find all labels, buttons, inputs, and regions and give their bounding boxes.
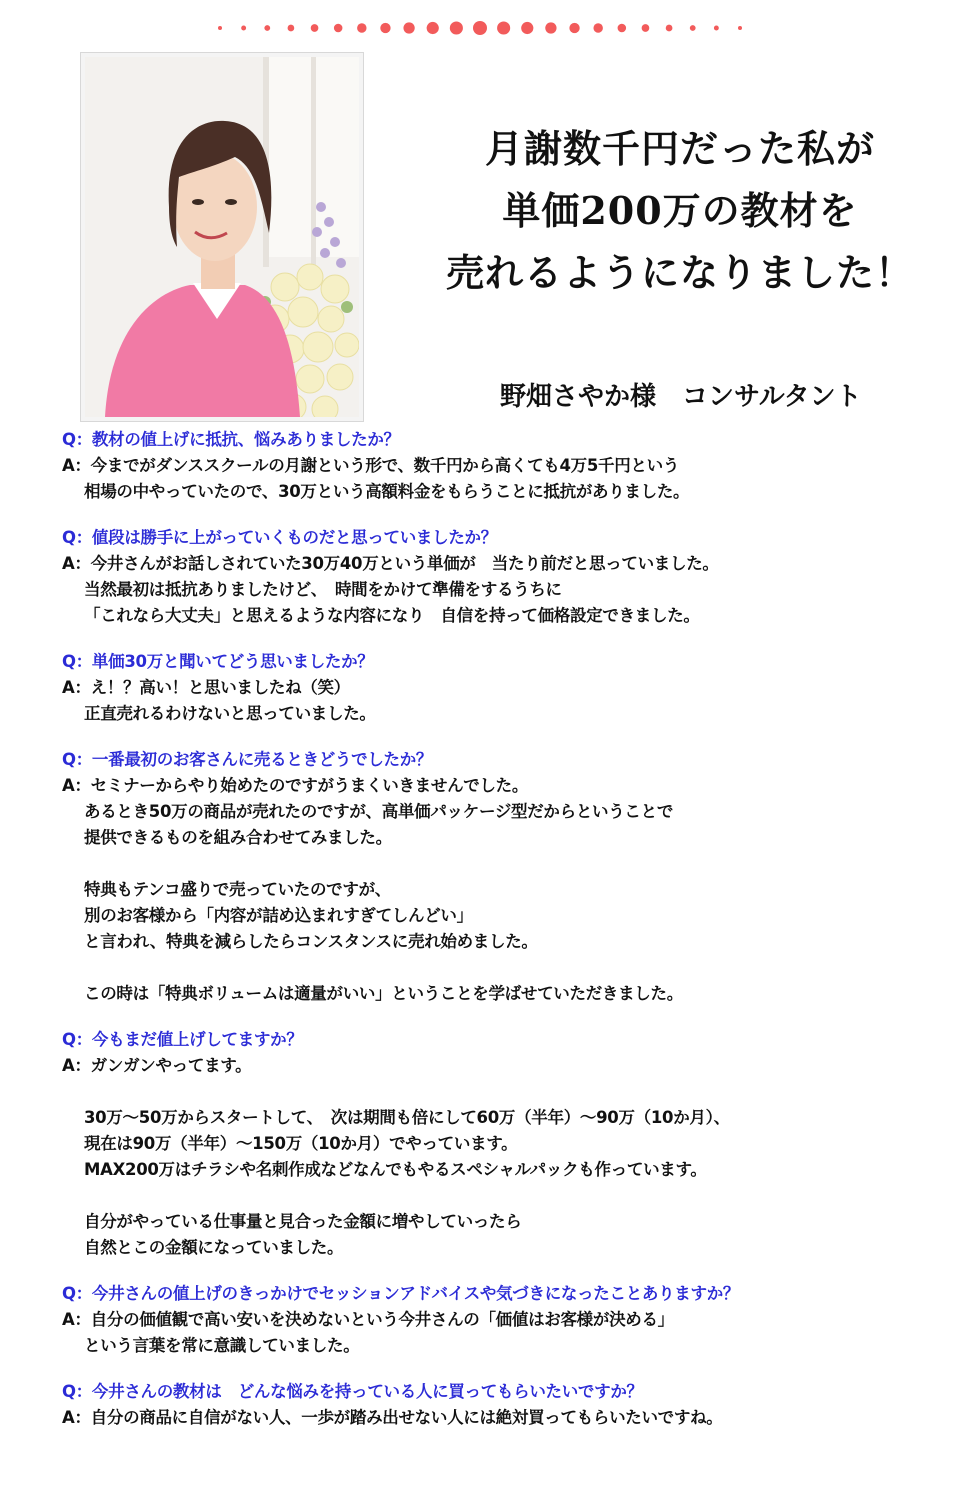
headline-line-1: 月謝数千円だった私が <box>484 126 875 171</box>
answer-line: 「これなら大丈夫」と思えるような内容になり 自信を持って価格設定できました。 <box>84 606 700 625</box>
divider-dot <box>241 26 246 31</box>
answer-line: あるとき50万の商品が売れたのですが、高単価パッケージ型だからということで <box>84 802 674 821</box>
question: Q：今井さんの教材は どんな悩みを持っている人に買ってもらいたいですか？ <box>62 1382 643 1401</box>
answer-line: 相場の中やっていたので、30万という高額料金をもらうことに抵抗がありました。 <box>84 482 690 501</box>
question: Q：単価30万と聞いてどう思いましたか？ <box>62 652 374 671</box>
qa-block <box>62 649 942 727</box>
divider-dot <box>642 24 650 32</box>
qa-block <box>62 747 942 1007</box>
answer-line: A：今までがダンススクールの月謝という形で、数千円から高くても4万5千円という <box>62 456 680 475</box>
answer-line: A：セミナーからやり始めたのですがうまくいきませんでした。 <box>62 776 529 795</box>
answer-line: 提供できるものを組み合わせてみました。 <box>84 828 392 847</box>
divider-dot <box>427 22 439 34</box>
divider-dot <box>666 25 673 32</box>
divider-dot <box>521 22 533 34</box>
answer <box>62 1307 942 1359</box>
answer-line: A：ガンガンやってます。 <box>62 1056 252 1075</box>
headline-line-3: 売れるようになりました！ <box>445 250 914 295</box>
answer <box>62 453 942 505</box>
divider-dot <box>473 21 487 35</box>
answer-line: A：自分の商品に自信がない人、一歩が踏み出せない人には絶対買ってもらいたいですね。 <box>62 1408 723 1427</box>
qa-section <box>62 427 942 1451</box>
qa-block <box>62 1379 942 1431</box>
answer-line: A：今井さんがお話しされていた30万40万という単価が 当たり前だと思っていました。 <box>62 554 719 573</box>
divider-dot <box>380 23 390 33</box>
divider-dot <box>593 23 602 32</box>
question: Q：今井さんの値上げのきっかけでセッションアドバイスや気づきになったことありますか？ <box>62 1284 740 1303</box>
answer <box>62 773 942 1007</box>
qa-block <box>62 427 942 505</box>
answer-line: MAX200万はチラシや名刺作成などなんでもやるスペシャルパックも作っています。 <box>84 1160 707 1179</box>
divider-dot <box>218 26 222 30</box>
divider-dot <box>311 24 319 32</box>
divider-dot <box>618 24 627 33</box>
answer-line: と言われ、特典を減らしたらコンスタンスに売れ始めました。 <box>84 932 538 951</box>
divider-dot <box>569 23 579 33</box>
decorative-dot-divider <box>210 18 750 38</box>
answer <box>62 1053 942 1261</box>
divider-dot <box>450 21 463 34</box>
answer-line: 特典もテンコ盛りで売っていたのですが、 <box>84 880 391 899</box>
divider-dot <box>334 24 343 33</box>
answer-line: 現在は90万（半年）～150万（10か月）でやっています。 <box>84 1134 518 1153</box>
answer-line: 自然とこの金額になっていました。 <box>84 1238 344 1257</box>
headline <box>420 118 940 304</box>
question: Q：今もまだ値上げしてますか？ <box>62 1030 303 1049</box>
divider-dot <box>264 25 270 31</box>
answer <box>62 1405 942 1431</box>
answer-spacer <box>62 851 942 877</box>
answer-spacer <box>62 1183 942 1209</box>
answer-spacer <box>62 955 942 981</box>
divider-dot <box>403 22 414 33</box>
answer-line: この時は「特典ボリュームは適量がいい」ということを学ばせていただきました。 <box>84 984 683 1003</box>
question: Q：教材の値上げに抵抗、悩みありましたか？ <box>62 430 400 449</box>
answer-line: 別のお客様から「内容が詰め込まれすぎてしんどい」 <box>84 906 473 925</box>
headline-line-2: 単価200万の教材を <box>502 188 858 233</box>
portrait-photo-icon <box>85 57 359 417</box>
answer-line: 正直売れるわけないと思っていました。 <box>84 704 376 723</box>
divider-dot <box>357 23 366 32</box>
portrait-photo <box>80 52 364 422</box>
divider-dot <box>738 26 742 30</box>
answer-spacer <box>62 1079 942 1105</box>
answer-line: 当然最初は抵抗ありましたけど、 時間をかけて準備をするうちに <box>84 580 562 599</box>
qa-block <box>62 1281 942 1359</box>
divider-dot <box>288 25 295 32</box>
answer-line: という言葉を常に意識していました。 <box>84 1336 360 1355</box>
answer-line: A：自分の価値観で高い安いを決めないという今井さんの「価値はお客様が決める」 <box>62 1310 674 1329</box>
answer-line: 自分がやっている仕事量と見合った金額に増やしていったら <box>84 1212 522 1231</box>
qa-block <box>62 1027 942 1261</box>
question: Q：一番最初のお客さんに売るときどうでしたか？ <box>62 750 433 769</box>
divider-dot <box>690 25 696 31</box>
divider-dot <box>545 22 556 33</box>
testimonial-byline: 野畑さやか様 コンサルタント <box>500 382 862 412</box>
answer-line: 30万～50万からスタートして、 次は期間も倍にして60万（半年）～90万（10か月）、 <box>84 1108 730 1127</box>
answer-line: A：え！？高い！と思いましたね（笑） <box>62 678 350 697</box>
answer <box>62 551 942 629</box>
divider-dot <box>714 26 719 31</box>
answer <box>62 675 942 727</box>
divider-dot <box>497 21 510 34</box>
question: Q：値段は勝手に上がっていくものだと思っていましたか？ <box>62 528 497 547</box>
qa-block <box>62 525 942 629</box>
